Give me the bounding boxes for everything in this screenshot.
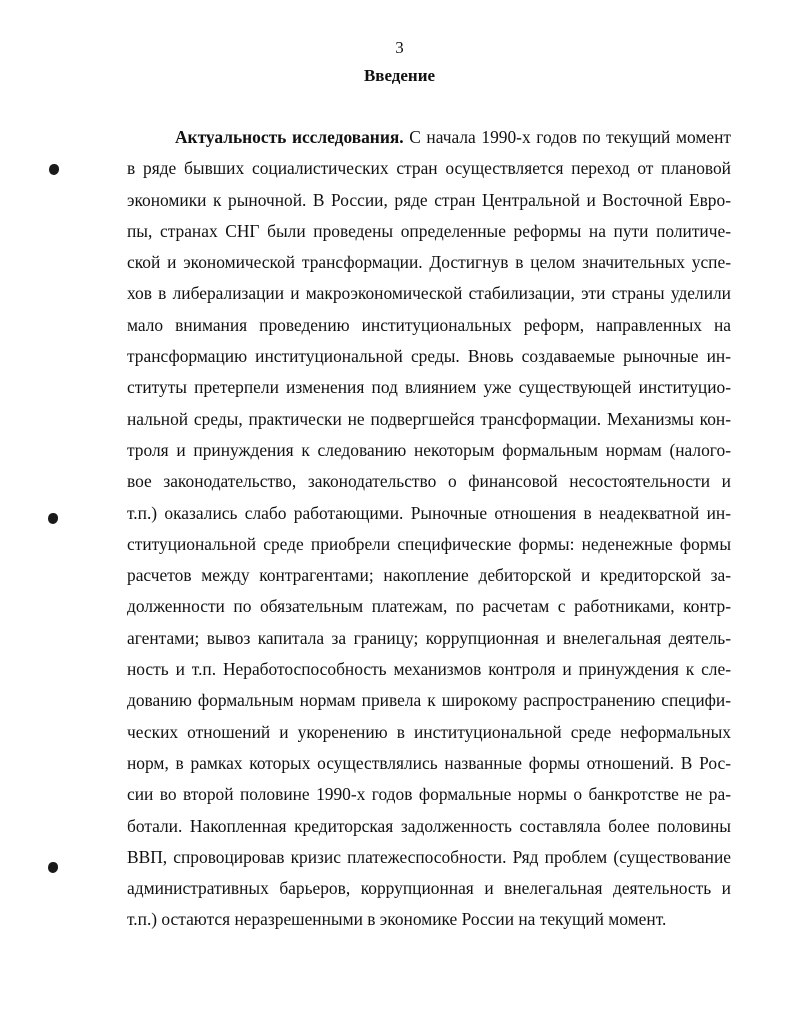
paragraph-line: т.п.) оказались слабо работающими. Рыночные отношения в неадекватной ин- [127,502,731,523]
paragraph-line-text: С начала 1990-х годов по текущий момент [403,127,731,147]
paragraph-line: расчетов между контрагентами; накопление дебиторской и кредиторской за- [127,565,731,586]
binder-hole-mark-middle [48,513,58,524]
paragraph-line: пы, странах СНГ были проведены определенные реформы на пути политиче- [127,220,731,241]
paragraph-line: экономики к рыночной. В России, ряде стран Центральной и Восточной Евро- [127,189,731,210]
paragraph-line: хов в либерализации и макроэкономической стабилизации, эти страны уделили [127,283,731,304]
paragraph-line: долженности по обязательным платежам, по расчетам с работниками, контр- [127,596,731,617]
binder-hole-mark-top [49,164,59,175]
paragraph-line: ституциональной среде приобрели специфические формы: неденежные формы [127,533,731,554]
paragraph-line: ституты претерпели изменения под влиянием уже существующей институцио- [127,377,731,398]
paragraph-line: ВВП, спровоцировав кризис платежеспособности. Ряд проблем (существование [127,846,731,867]
paragraph-line: дованию формальным нормам привела к широкому распространению специфи- [127,690,731,711]
paragraph-line: т.п.) остаются неразрешенными в экономике России на текущий момент. [127,909,667,930]
paragraph-line: мало внимания проведению институциональных реформ, направленных на [127,314,731,335]
paragraph-line: ской и экономической трансформации. Достигнув в целом значительных успе- [127,252,731,273]
paragraph-line: трансформацию институциональной среды. Вновь создаваемые рыночные ин- [127,346,731,367]
paragraph-line [127,122,731,153]
page-number: 3 [395,38,404,57]
paragraph-line: административных барьеров, коррупционная и внелегальная деятельность и [127,878,731,899]
paragraph-line: агентами; вывоз капитала за границу; коррупционная и внелегальная деятель- [127,627,731,648]
paragraph-line: ботали. Накопленная кредиторская задолженность составляла более половины [127,815,731,836]
paragraph-line: норм, в рамках которых осуществлялись названные формы отношений. В Рос- [127,752,731,773]
binder-hole-mark-bottom [48,862,58,873]
paragraph-line: в ряде бывших социалистических стран осуществляется переход от плановой [127,158,731,179]
body-paragraph [127,122,731,936]
paragraph-line: вое законодательство, законодательство о финансовой несостоятельности и [127,471,731,492]
paragraph-line: ческих отношений и укоренению в институциональной среде неформальных [127,721,731,742]
paragraph-line: троля и принуждения к следованию некоторым формальным нормам (налого- [127,439,731,460]
paragraph-line: нальной среды, практически не подвергшейся трансформации. Механизмы кон- [127,408,731,429]
paragraph-line: сии во второй половине 1990-х годов формальные нормы о банкротстве не ра- [127,784,731,805]
paragraph-lead: Актуальность исследования. [175,127,404,147]
page-title: Введение [363,66,436,85]
paragraph-line: ность и т.п. Неработоспособность механизмов контроля и принуждения к сле- [127,659,731,680]
